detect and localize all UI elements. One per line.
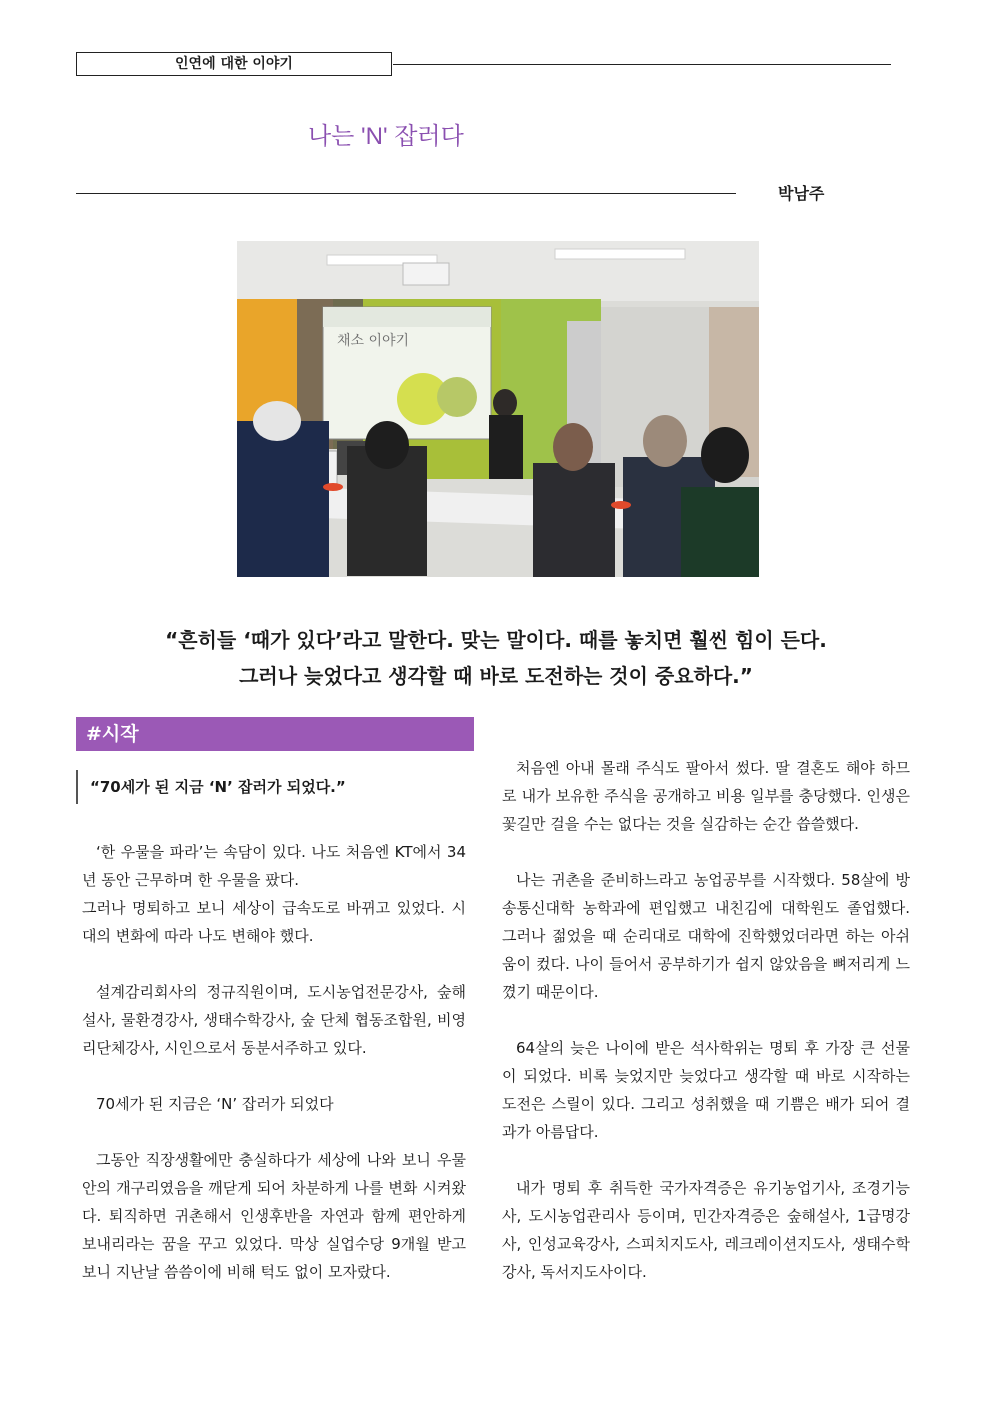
left-column: [82, 838, 466, 1314]
paragraph: 설계감리회사의 정규직원이며, 도시농업전문강사, 숲해설사, 물환경강사, 생태수학강사, 숲 단체 협동조합원, 비영리단체강사, 시인으로서 동분서주하고 있다.: [82, 983, 466, 1057]
paragraph: 그동안 직장생활에만 충실하다가 세상에 나와 보니 우물안의 개구리였음을 깨닫게 되어 차분하게 나를 변화 시켜왔다. 퇴직하면 귀촌해서 인생후반을 자연과 함께 편안하게 보내리라는 꿈을 꾸고 있었다. 막상 실업수당 9개월 받고 보니 지난날 씀씀이에 비해 턱도 없이 모자랐다.: [82, 1151, 466, 1281]
paragraph: ‘한 우물을 파라’는 속담이 있다. 나도 처음엔 KT에서 34년 동안 근무하며 한 우물을 팠다.: [82, 843, 466, 889]
slide-title: 채소 이야기: [337, 333, 410, 349]
classroom-photo: [237, 241, 759, 577]
section-heading: #시작: [76, 717, 474, 751]
quote-line-1: “흔히들 ‘때가 있다’라고 말한다. 맞는 말이다. 때를 놓치면 훨씬 힘이 든다.: [165, 628, 827, 652]
section-rule: [393, 64, 891, 65]
paragraph: 내가 명퇴 후 취득한 국가자격증은 유기농업기사, 조경기능사, 도시농업관리사 등이며, 민간자격증은 숲해설사, 1급명강사, 인성교육강사, 스피치지도사, 레크레이션지도사, 생태수학강사, 독서지도사이다.: [502, 1179, 910, 1281]
quote-line-2: 그러나 늦었다고 생각할 때 바로 도전하는 것이 중요하다.”: [239, 664, 753, 688]
paragraph: 그러나 명퇴하고 보니 세상이 급속도로 바뀌고 있었다. 시대의 변화에 따라 나도 변해야 했다.: [82, 899, 466, 945]
paragraph: 64살의 늦은 나이에 받은 석사학위는 명퇴 후 가장 큰 선물이 되었다. 비록 늦었지만 늦었다고 생각할 때 바로 시작하는 도전은 스릴이 있다. 그리고 성취했을 때 기쁨은 배가 되어 결과가 아름답다.: [502, 1039, 910, 1141]
title-rule: [76, 193, 736, 194]
paragraph: 처음엔 아내 몰래 주식도 팔아서 썼다. 딸 결혼도 해야 하므로 내가 보유한 주식을 공개하고 비용 일부를 충당했다. 인생은 꽃길만 걸을 수는 없다는 것을 실감하는 순간 씁쓸했다.: [502, 759, 910, 833]
right-column: [502, 754, 910, 1314]
section-subtitle: “70세가 된 지금 ‘N’ 잡러가 되었다.”: [76, 770, 346, 804]
pull-quote: [76, 622, 916, 694]
section-label: 인연에 대한 이야기: [76, 52, 392, 76]
paragraph: 나는 귀촌을 준비하느라고 농업공부를 시작했다. 58살에 방송통신대학 농학과에 편입했고 내친김에 대학원도 졸업했다. 그러나 젊었을 때 순리대로 대학에 진학했었더라면 하는 아쉬움이 컸다. 나이 들어서 공부하기가 쉽지 않았음을 뼈저리게 느꼈기 때문이다.: [502, 871, 910, 1001]
author-name: 박남주: [778, 184, 825, 203]
page-title: 나는 'N' 잡러다: [308, 123, 464, 150]
paragraph: 70세가 된 지금은 ‘N’ 잡러가 되었다: [96, 1095, 334, 1113]
